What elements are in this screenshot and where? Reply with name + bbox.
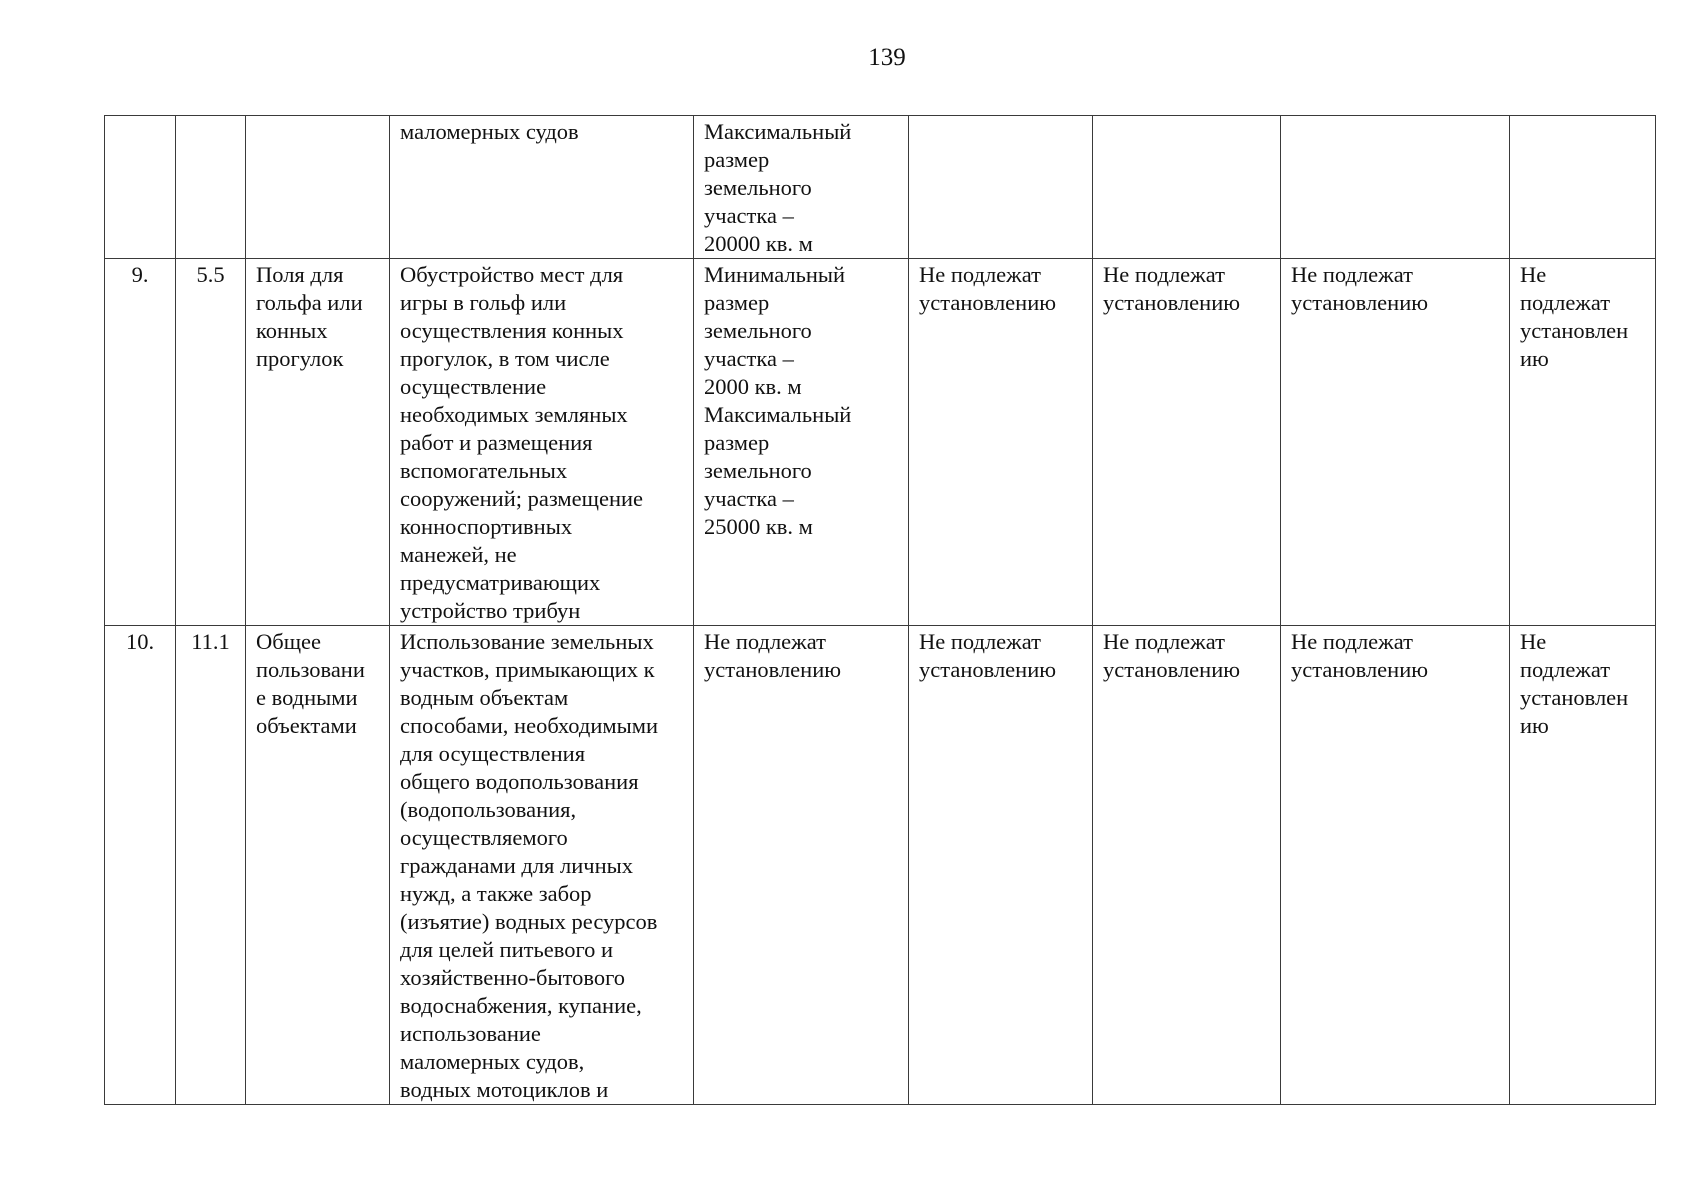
cell-text-line: земельного [704,458,812,483]
cell-text-line: осуществление [400,374,547,399]
cell-text-line: прогулок, в том числе [400,346,610,371]
cell-text-line: нужд, а также забор [400,881,592,906]
table-row [105,116,1656,259]
row-number-cell: 9. [105,259,176,626]
cell-text-line: гражданами для личных [400,853,634,878]
cell-text-line: Не подлежат [919,262,1041,287]
cell-text-line: е водными [256,685,358,710]
cell-text-line: Не подлежат [1291,629,1413,654]
cell-text-line: Не подлежат [704,629,826,654]
cell-text-line: маломерных судов [400,119,579,144]
cell-text-line: общего водопользования [400,769,639,794]
cell-text-line: установлению [919,290,1057,315]
description-cell [390,626,694,1105]
cell-text-line: ию [1520,346,1549,371]
code-cell: 11.1 [176,626,246,1105]
size-cell [694,116,909,259]
cell-text-line: осуществляемого [400,825,568,850]
param-cell [1093,626,1281,1105]
size-cell [694,259,909,626]
cell-text-line: установлению [919,657,1057,682]
cell-text-line: игры в гольф или [400,290,567,315]
param-cell [1510,626,1656,1105]
cell-text-line: установлен [1520,318,1629,343]
cell-text-line: Минимальный [704,262,846,287]
param-cell [909,626,1093,1105]
cell-text-line: для осуществления [400,741,586,766]
cell-text-line: необходимых земляных [400,402,628,427]
cell-text-line: 20000 кв. м [704,231,813,256]
cell-text-line: работ и размещения [400,430,593,455]
cell-text-line: Поля для [256,262,344,287]
cell-text-line: Не подлежат [1291,262,1413,287]
cell-text-line: 2000 кв. м [704,374,802,399]
cell-text-line: земельного [704,175,812,200]
table-row [105,259,1656,626]
cell-text-line: хозяйственно-бытового [400,965,626,990]
cell-text-line: гольфа или [256,290,363,315]
name-cell [246,626,390,1105]
cell-text-line: земельного [704,318,812,343]
cell-text-line: участка – [704,346,794,371]
cell-text-line: для целей питьевого и [400,937,614,962]
cell-text-line: Обустройство мест для [400,262,624,287]
param-cell [909,116,1093,259]
cell-text-line: Не подлежат [1103,262,1225,287]
cell-text-line: размер [704,147,770,172]
cell-text-line: участков, примыкающих к [400,657,655,682]
cell-text-line: установлению [1291,657,1429,682]
param-cell [1281,626,1510,1105]
cell-text-line: установлению [1103,657,1241,682]
zoning-table [104,115,1656,1105]
cell-text-line: маломерных судов, [400,1049,585,1074]
param-cell [1510,116,1656,259]
cell-text-line: установлению [1291,290,1429,315]
name-cell [246,259,390,626]
cell-text-line: (водопользования, [400,797,577,822]
cell-text-line: участка – [704,486,794,511]
cell-text-line: участка – [704,203,794,228]
param-cell [1281,259,1510,626]
cell-text-line: водных мотоциклов и [400,1077,609,1102]
name-cell [246,116,390,259]
cell-text-line: пользовани [256,657,365,682]
cell-text-line: предусматривающих [400,570,601,595]
cell-text-line: водным объектам [400,685,569,710]
cell-text-line: ию [1520,713,1549,738]
cell-text-line: осуществления конных [400,318,624,343]
cell-text-line: конноспортивных [400,514,573,539]
param-cell [1093,259,1281,626]
row-number-cell [105,116,176,259]
cell-text-line: Не [1520,629,1547,654]
cell-text-line: манежей, не [400,542,517,567]
cell-text-line: размер [704,290,770,315]
param-cell [1510,259,1656,626]
cell-text-line: Не подлежат [919,629,1041,654]
cell-text-line: устройство трибун [400,598,581,623]
cell-text-line: использование [400,1021,541,1046]
description-cell [390,259,694,626]
cell-text-line: сооружений; размещение [400,486,644,511]
cell-text-line: 25000 кв. м [704,514,813,539]
param-cell [1281,116,1510,259]
code-cell [176,116,246,259]
cell-text-line: Общее [256,629,321,654]
cell-text-line: способами, необходимыми [400,713,659,738]
code-cell: 5.5 [176,259,246,626]
cell-text-line: вспомогательных [400,458,568,483]
row-number-cell: 10. [105,626,176,1105]
param-cell [1093,116,1281,259]
cell-text-line: подлежат [1520,657,1611,682]
cell-text-line: подлежат [1520,290,1611,315]
cell-text-line: установлению [1103,290,1241,315]
param-cell [909,259,1093,626]
cell-text-line: Не подлежат [1103,629,1225,654]
cell-text-line: Не [1520,262,1547,287]
cell-text-line: объектами [256,713,357,738]
cell-text-line: установлению [704,657,842,682]
cell-text-line: конных [256,318,328,343]
cell-text-line: установлен [1520,685,1629,710]
cell-text-line: размер [704,430,770,455]
cell-text-line: Максимальный [704,402,852,427]
cell-text-line: прогулок [256,346,344,371]
page-number: 139 [868,44,906,71]
size-cell [694,626,909,1105]
cell-text-line: Максимальный [704,119,852,144]
table-row [105,626,1656,1105]
description-cell [390,116,694,259]
cell-text-line: Использование земельных [400,629,654,654]
cell-text-line: водоснабжения, купание, [400,993,642,1018]
cell-text-line: (изъятие) водных ресурсов [400,909,658,934]
